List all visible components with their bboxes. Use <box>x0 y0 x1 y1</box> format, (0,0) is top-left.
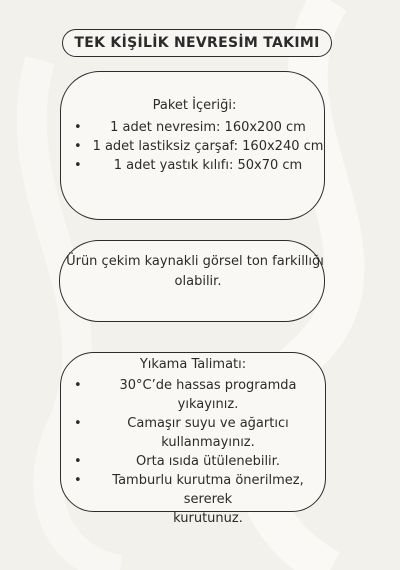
bullet-icon: • <box>74 158 82 173</box>
wash-item <box>74 452 328 471</box>
bullet-icon: • <box>74 139 82 154</box>
bullet-icon: • <box>74 416 82 431</box>
wash-item-text: Tamburlu kurutma önerilmez, sererek <box>112 473 304 507</box>
page-title <box>62 29 332 57</box>
wash-items-list <box>74 376 328 528</box>
wash-item-text-cont: kurutunuz. <box>173 511 243 526</box>
bullet-icon: • <box>74 454 82 469</box>
package-item-text: 1 adet lastiksiz çarşaf: 160x240 cm <box>92 139 324 154</box>
package-item <box>74 156 328 175</box>
wash-item <box>74 471 328 528</box>
package-items-list <box>74 118 328 175</box>
color-disclaimer-text <box>66 252 330 292</box>
package-item-text: 1 adet yastık kılıfı: 50x70 cm <box>113 158 303 173</box>
package-item-text: 1 adet nevresim: 160x200 cm <box>110 120 306 135</box>
color-disclaimer-line: Ürün çekim kaynakli görsel ton farkillığı <box>66 254 324 269</box>
bullet-icon: • <box>74 120 82 135</box>
wash-item-text-cont: kullanmayınız. <box>161 435 255 450</box>
wash-item <box>74 376 328 414</box>
wash-item-text: Orta ısıda ütülenebilir. <box>136 454 280 469</box>
wash-item-text: 30°C’de hassas programda yıkayınız. <box>119 378 297 412</box>
package-item <box>74 118 328 137</box>
wash-item <box>74 414 328 452</box>
wash-heading: Yıkama Talimatı: <box>139 357 247 372</box>
wash-item-text: Camaşır suyu ve ağartıcı <box>127 416 289 431</box>
page-title-text: TEK KİŞİLİK NEVRESİM TAKIMI <box>74 35 320 51</box>
bullet-icon: • <box>74 473 82 488</box>
bullet-icon: • <box>74 378 82 393</box>
package-heading: Paket İçeriği: <box>152 98 237 113</box>
color-disclaimer-line: olabilir. <box>174 274 222 289</box>
package-item <box>74 137 328 156</box>
